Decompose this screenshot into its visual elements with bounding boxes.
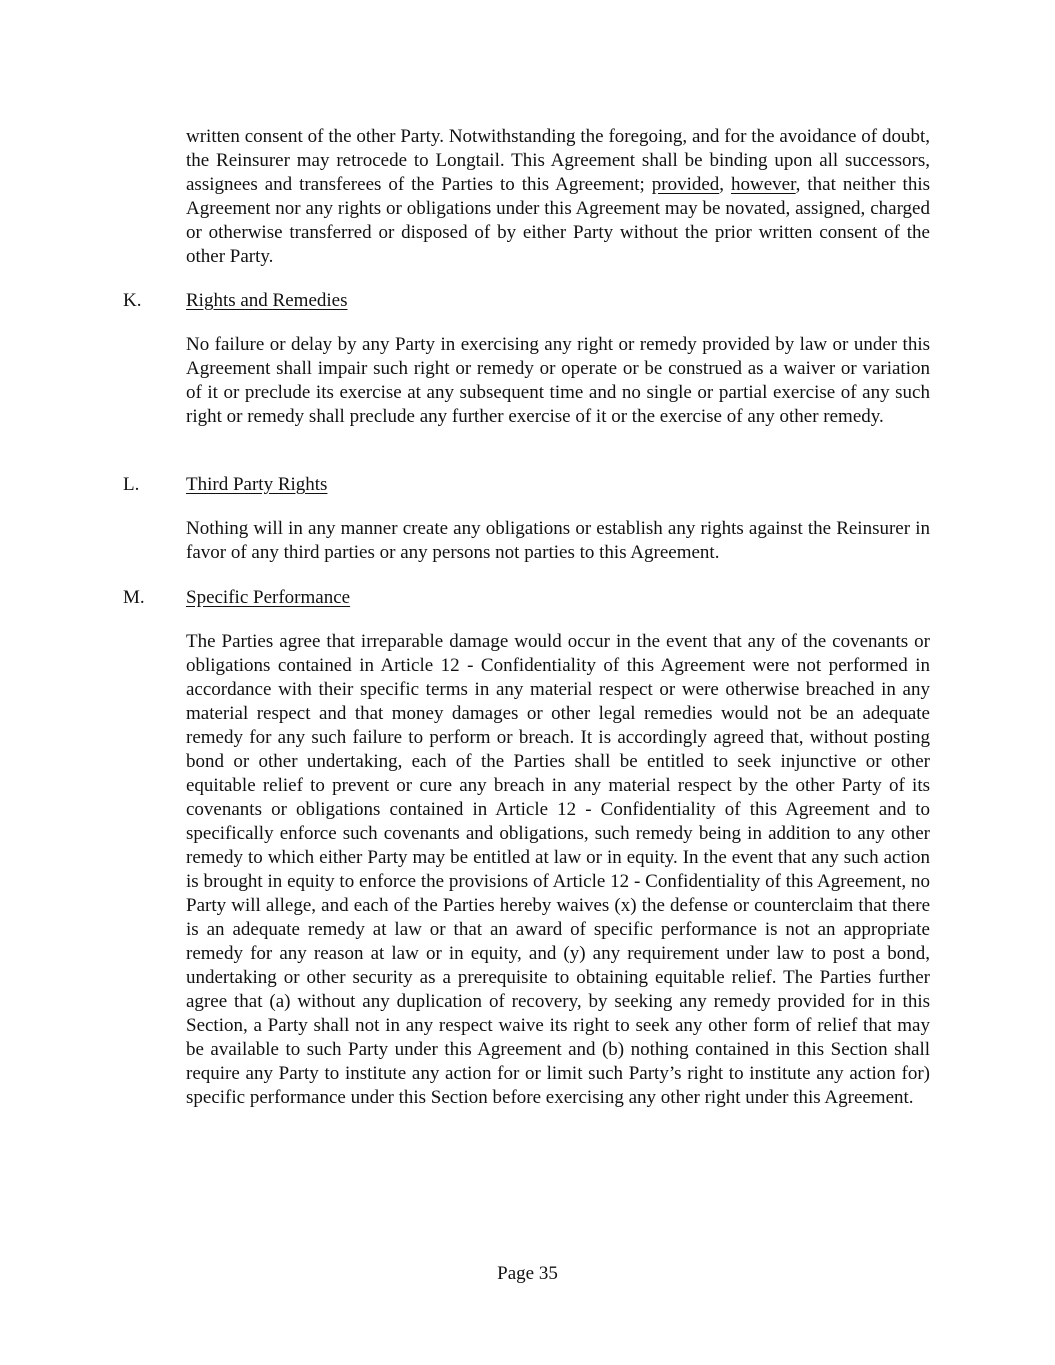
page-number: Page 35 — [497, 1263, 558, 1284]
intro-comma: , — [719, 174, 732, 195]
section-k-letter: K. — [123, 290, 142, 311]
intro-paragraph — [186, 125, 930, 269]
section-k-body: No failure or delay by any Party in exercising any right or remedy provided by law or under this Agreement shall impair such right or remedy or operate or be construed as a waiver or variation of it or preclude its exercise at any subsequent time and no single or partial exercise of any such right or remedy shall preclude any further exercise of it or the exercise of any other remedy. — [186, 334, 930, 427]
section-m-letter: M. — [123, 587, 145, 608]
provided-term: provided — [651, 174, 720, 195]
section-m-body: The Parties agree that irreparable damage would occur in the event that any of the covenants or obligations contained in Article 12 - Confidentiality of this Agreement were not performed in accordance with their specific terms in any material respect or were otherwise breached in any material respect and that money damages or other legal remedies would not be an adequate remedy for any such failure to perform or breach. It is accordingly agreed that, without posting bond or other undertaking, each of the Parties shall be entitled to seek injunctive or other equitable relief to prevent or cure any breach in any material respect by the other Party of its covenants or obligations contained in Article 12 - Confidentiality of this Agreement and to specifically enforce such covenants and obligations, such remedy being in addition to any other remedy to which either Party may be entitled at law or in equity. In the event that any such action is brought in equity to enforce the provisions of Article 12 - Confidentiality of this Agreement, no Party will allege, and each of the Parties hereby waives (x) the defense or counterclaim that there is an adequate remedy at law or that an award of specific performance is not an appropriate remedy for any reason at law or in equity, and (y) any requirement under law to post a bond, undertaking or other security as a prerequisite to obtaining equitable relief. The Parties further agree that (a) without any duplication of recovery, by seeking any remedy provided for in this Section, a Party shall not in any respect waive its right to seek any other form of relief that may be available to such Party under this Agreement and (b) nothing contained in this Section shall require any Party to institute any action for or limit such Party’s right to institute any action for) specific performance under this Section before exercising any other right under this Agreement. — [186, 631, 930, 1108]
intro-text-start: written consent of the other Party. Notwithstanding the foregoing, and for the avoidance of doubt, the Reinsurer may retrocede to Longtail. This Agreement shall be binding upon all successors, assignees and transferees of the Parties to this Agreement; — [186, 126, 930, 195]
section-l-letter: L. — [123, 474, 140, 495]
however-term: however — [731, 174, 796, 195]
section-k-title: Rights and Remedies — [186, 290, 348, 311]
section-l-title: Third Party Rights — [186, 474, 328, 495]
intro-text-end: , that neither this Agreement nor any rights or obligations under this Agreement may be novated, assigned, charged or otherwise transferred or disposed of by either Party without the prior written consent of the other Party. — [186, 174, 930, 267]
section-l-body: Nothing will in any manner create any obligations or establish any rights against the Reinsurer in favor of any third parties or any persons not parties to this Agreement. — [186, 518, 930, 563]
section-m-title: Specific Performance — [186, 587, 351, 608]
